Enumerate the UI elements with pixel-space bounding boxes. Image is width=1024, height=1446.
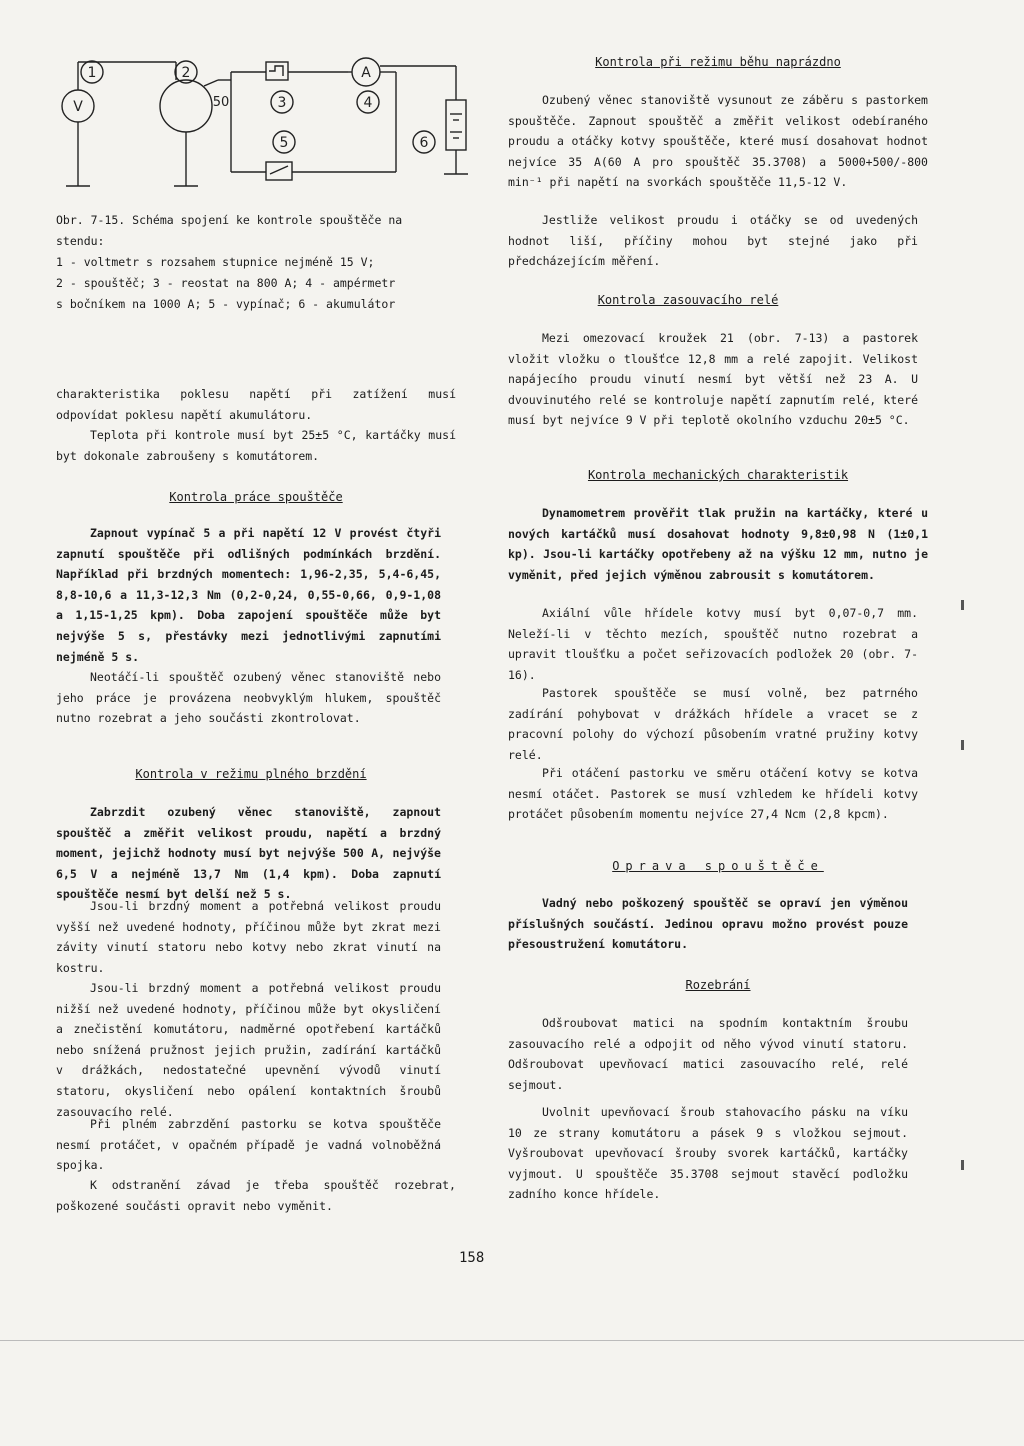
caption-line: s bočníkem na 1000 A; 5 - vypínač; 6 - akumulátor [56, 297, 396, 311]
paragraph-zabrzdit: Zabrzdit ozubený věnec stanoviště, zapnout spouštěč a změřit velikost proudu, napětí a brzdný moment, jejichž hodnoty musí byt nejvýše 500 A, nejvýše 6,5 V a nejméně 13,7 Nm (1,4 kpm). Doba zapnutí spouštěče nesmí byt delší než 5 s. [56, 805, 441, 902]
paragraph-zapnout: Zapnout vypínač 5 a při napětí 12 V provést čtyři zapnutí spouštěče při odlišných podmínkách brzdění. Například při brzdných momentech: 1,96-2,35, 5,4-6,45, 8,8-10,6 a 11,3-12,3 Nm (0,2-0,24, 0,55-0,66, 0,9-1,08 a 1,15-1,25 kpm). Doba zapojení spouštěče může byt nejvýše 5 s, přestávky mezi jednotlivými zapnutími nejméně 5 s. [56, 526, 441, 664]
heading-rozebrani: Rozebrání [685, 978, 751, 992]
margin-mark [961, 740, 964, 750]
paragraph-neotaci: Neotáčí-li spouštěč ozubený věnec stanoviště nebo jeho práce je provázena neobvyklým hlukem, spouštěč nutno rozebrat a jeho součásti zkontrolovat. [56, 670, 441, 726]
label-50: 50 [212, 95, 230, 110]
paragraph-odstraneni: K odstranění závad je třeba spouštěč rozebrat, poškozené součásti opravit nebo vyměnit. [56, 1178, 456, 1213]
paragraph-dynamometrem: Dynamometrem prověřit tlak pružin na kartáčky, které u nových kartáčků musí dosahovat hodnoty 9,8±0,98 N (1±0,1 kp). Jsou-li kartáčky opotřebeny až na výšku 12 mm, nutno je vyměnit, před jejich výměnou zabrousit s komutátorem. [508, 506, 928, 582]
heading-oprava: Oprava spouštěče [612, 859, 824, 873]
paragraph-pastorek: Pastorek spouštěče se musí volně, bez patrného zadírání pohybovat v drážkách hřídele a vracet se z pracovní polohy do výchozí působením vratné pružiny kotvy relé. [508, 686, 918, 762]
heading-behu: Kontrola při režimu běhu naprázdno [595, 55, 841, 69]
starter-symbol [160, 80, 212, 132]
label-1: 1 [87, 65, 97, 81]
margin-mark [961, 1160, 964, 1170]
caption-line: 2 - spouštěč; 3 - reostat na 800 A; 4 - ampérmetr [56, 276, 396, 290]
heading-prace: Kontrola práce spouštěče [169, 490, 343, 504]
scan-edge-line [0, 1340, 1024, 1341]
paragraph-jestlize: Jestliže velikost proudu i otáčky se od uvedených hodnot liší, příčiny mohou byt stejné jako při předcházejícím měření. [508, 213, 918, 269]
label-2: 2 [181, 65, 191, 81]
label-6: 6 [419, 135, 429, 151]
label-a: A [361, 65, 371, 81]
circuit-diagram [56, 44, 476, 194]
page-number: 158 [459, 1250, 485, 1266]
switch-symbol [266, 162, 292, 180]
paragraph-uvolnit: Uvolnit upevňovací šroub stahovacího pásku na víku 10 ze strany komutátoru a pásek 9 s vložkou sejmout. Vyšroubovat upevňovací šrouby svorek kartáčků, kartáčky vyjmout. U spouštěče 35.3708 sejmout stavěcí podložku zadního konce hřídele. [508, 1105, 908, 1202]
caption-line: Obr. 7-15. Schéma spojení ke kontrole spouštěče na [56, 213, 403, 227]
label-5: 5 [279, 135, 289, 151]
heading-mechanickych: Kontrola mechanických charakteristik [587, 468, 849, 482]
label-3: 3 [277, 95, 287, 111]
heading-brzdeni: Kontrola v režimu plného brzdění [135, 767, 367, 781]
paragraph-characteristic: charakteristika poklesu napětí při zatížení musí odpovídat poklesu napětí akumulátoru. [56, 387, 456, 422]
paragraph-vadny: Vadný nebo poškozený spouštěč se opraví jen výměnou příslušných součástí. Jedinou opravu možno provést pouze přesoustružení komutátoru. [508, 896, 908, 952]
caption-line: stendu: [56, 234, 105, 248]
paragraph-odsroubovat: Odšroubovat matici na spodním kontaktním šroubu zasouvacího relé a odpojit od něho vývod vinutí statoru. Odšroubovat upevňovací matici zasouvacího relé, relé sejmout. [508, 1016, 908, 1092]
caption-line: 1 - voltmetr s rozsahem stupnice nejméně 15 V; [56, 255, 375, 269]
battery-symbol [446, 100, 466, 150]
label-v: V [73, 99, 83, 115]
paragraph-mezi: Mezi omezovací kroužek 21 (obr. 7-13) a pastorek vložit vložku o tloušťce 12,8 mm a relé zapojit. Velikost napájecího proudu vinutí nesmí byt větší než 23 A. U dvouvinutého relé se kontroluje napětí zapnutím relé, které musí byt nejvíce 9 V při teplotě okolního vzduchu 20±5 °C. [508, 331, 918, 428]
paragraph-ozubeny: Ozubený věnec stanoviště vysunout ze záběru s pastorkem spouštěče. Zapnout spouštěč a změřit velikost odebíraného proudu a otáčky kotvy spouštěče, které musí dosahovat hodnot nejvíce 35 A(60 A pro spouštěč 35.3708) a 5000+500/-800 min⁻¹ při napětí na svorkách spouštěče 11,5-12 V. [508, 93, 928, 190]
margin-mark [961, 600, 964, 610]
label-4: 4 [363, 95, 373, 111]
paragraph-plnem: Při plném zabrzdění pastorku se kotva spouštěče nesmí protáčet, v opačném případě je vadná volnoběžná spojka. [56, 1117, 441, 1173]
figure-caption [56, 210, 466, 315]
paragraph-temperature: Teplota při kontrole musí byt 25±5 °C, kartáčky musí byt dokonale zabroušeny s komutátorem. [56, 428, 456, 463]
paragraph-vyssi: Jsou-li brzdný moment a potřebná velikost proudu vyšší než uvedené hodnoty, příčinou může byt zkrat mezi závity vinutí statoru nebo kotvy nebo zkrat vinutí na kostru. [56, 899, 441, 975]
paragraph-axialni: Axiální vůle hřídele kotvy musí byt 0,07-0,7 mm. Neleží-li v těchto mezích, spouštěč nutno rozebrat a upravit tloušťku a počet seřizovacích podložek 20 (obr. 7-16). [508, 606, 918, 682]
heading-rele: Kontrola zasouvacího relé [597, 293, 779, 307]
paragraph-otaceni: Při otáčení pastorku ve směru otáčení kotvy se kotva nesmí otáčet. Pastorek se musí vzhledem ke hřídeli kotvy protáčet působením momentu nejvíce 27,4 Ncm (2,8 kpcm). [508, 766, 918, 822]
paragraph-nizsi: Jsou-li brzdný moment a potřebná velikost proudu nižší než uvedené hodnoty, příčinou může byt okysličení a znečistění komutátoru, nadměrné opotřebení kartáčků nebo snížená pružnost jejich pružin, zadírání kartáčků v drážkách, nedostatečné upevnění vývodů vinutí statoru, okysličení nebo opálení kontaktních šroubů zasouvacího relé. [56, 981, 441, 1119]
